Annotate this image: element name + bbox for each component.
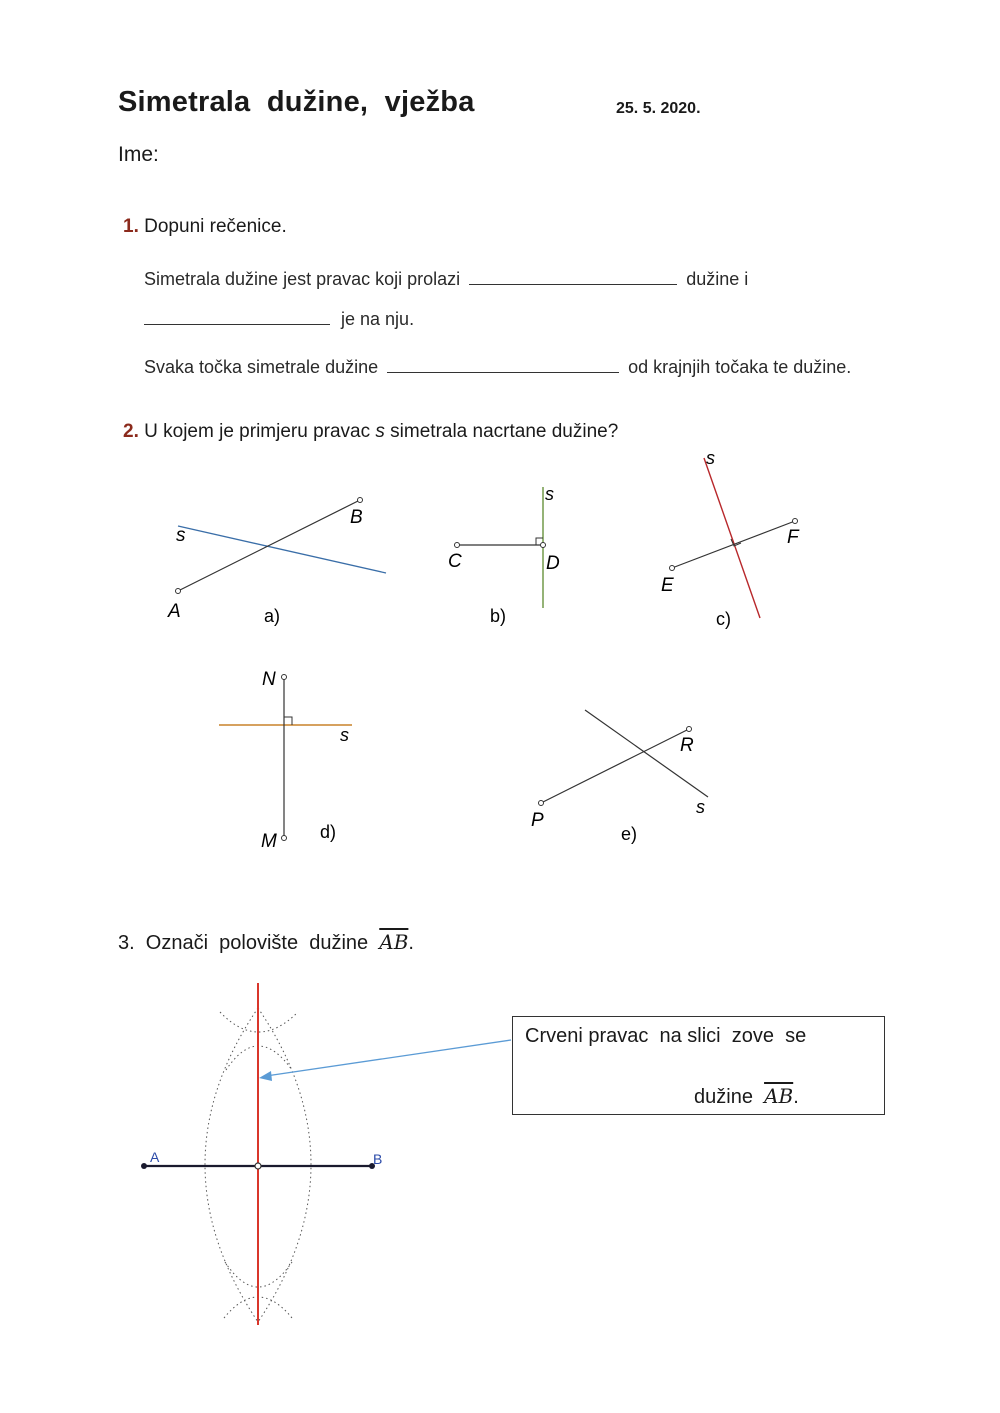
figure-d-caption: d) <box>320 822 337 842</box>
q2-prompt-post: simetrala nacrtane dužine? <box>384 421 619 442</box>
q1-s2-part-a: Svaka točka simetrale dužine <box>144 357 379 377</box>
figure-e-label-r: R <box>680 735 694 756</box>
figure-d-point-m <box>282 836 287 841</box>
q3-prompt-post: . <box>408 932 414 954</box>
figure-c-point-f <box>793 519 798 524</box>
figure-a-label-a: A <box>168 601 181 622</box>
page-title: Simetrala dužine, vježba <box>118 86 475 118</box>
figure-e-point-r <box>687 727 692 732</box>
point-a-label: A <box>150 1149 160 1165</box>
figure-d-label-n: N <box>262 669 276 690</box>
figure-b-label-d: D <box>546 553 560 574</box>
figure-a-line-s <box>178 526 386 573</box>
q1-s2-part-b: od krajnjih točaka te dužine. <box>628 357 852 377</box>
figure-a-point-a <box>176 589 181 594</box>
figure-a[interactable] <box>167 498 386 627</box>
q1-number: 1. <box>123 216 139 237</box>
figure-b-label-c: C <box>448 551 462 572</box>
q2-prompt-var: s <box>375 421 385 442</box>
figure-d-label-m: M <box>261 831 277 852</box>
box-line-1: Crveni pravac na slici zove se <box>525 1025 807 1047</box>
figure-d-right-angle <box>284 717 292 725</box>
figure-b-point-d <box>541 543 546 548</box>
figure-e-label-s: s <box>696 797 705 817</box>
box-line-2-pre: dužine <box>694 1086 765 1108</box>
figure-b-point-c <box>455 543 460 548</box>
figure-d-label-s: s <box>340 725 349 745</box>
figure-a-label-s: s <box>176 525 186 546</box>
figure-a-label-b: B <box>350 507 363 528</box>
q3-heading <box>118 930 414 955</box>
name-label: Ime: <box>118 143 159 166</box>
q3-segment: $\overline{AB}$ <box>379 930 409 954</box>
date: 25. 5. 2020. <box>616 100 701 117</box>
figure-c-label-s: s <box>706 448 715 468</box>
q3-construction <box>141 983 511 1325</box>
q3-prompt-pre: 3. Označi polovište dužine <box>118 932 380 954</box>
figure-d[interactable] <box>219 669 352 852</box>
figure-c-label-f: F <box>787 527 799 548</box>
figure-e-label-p: P <box>531 810 544 831</box>
figure-a-caption: a) <box>264 606 281 626</box>
figure-b[interactable] <box>448 484 560 626</box>
point-a <box>141 1163 147 1169</box>
figure-e-caption: e) <box>621 824 638 844</box>
figure-e[interactable] <box>531 710 708 844</box>
figure-b-caption: b) <box>490 606 507 626</box>
callout-arrow-line <box>266 1040 511 1076</box>
q2-prompt-pre: U kojem je primjeru pravac <box>144 421 376 442</box>
box-segment: $\overline{AB}$ <box>764 1084 794 1108</box>
q1-prompt: Dopuni rečenice. <box>144 216 287 237</box>
q2-number: 2. <box>123 421 139 442</box>
box-line-2 <box>694 1084 799 1109</box>
figure-e-point-p <box>539 801 544 806</box>
point-b-label: B <box>373 1151 383 1167</box>
midpoint <box>255 1163 261 1169</box>
q1-s1-part-a: Simetrala dužine jest pravac koji prolazi <box>144 269 461 289</box>
figure-a-point-b <box>358 498 363 503</box>
figure-b-label-s: s <box>545 484 554 504</box>
box-line-2-post: . <box>793 1086 799 1108</box>
figure-d-point-n <box>282 675 287 680</box>
figure-c[interactable] <box>661 448 800 629</box>
figure-c-point-e <box>670 566 675 571</box>
figure-a-segment <box>178 500 360 591</box>
callout-arrow-head <box>259 1071 272 1081</box>
q1-s1-part-b: dužine i <box>686 269 749 289</box>
figure-c-label-e: E <box>661 575 674 596</box>
q1-s1-part-c: je na nju. <box>341 309 415 329</box>
figure-e-segment <box>541 729 689 803</box>
figure-c-caption: c) <box>716 609 731 629</box>
